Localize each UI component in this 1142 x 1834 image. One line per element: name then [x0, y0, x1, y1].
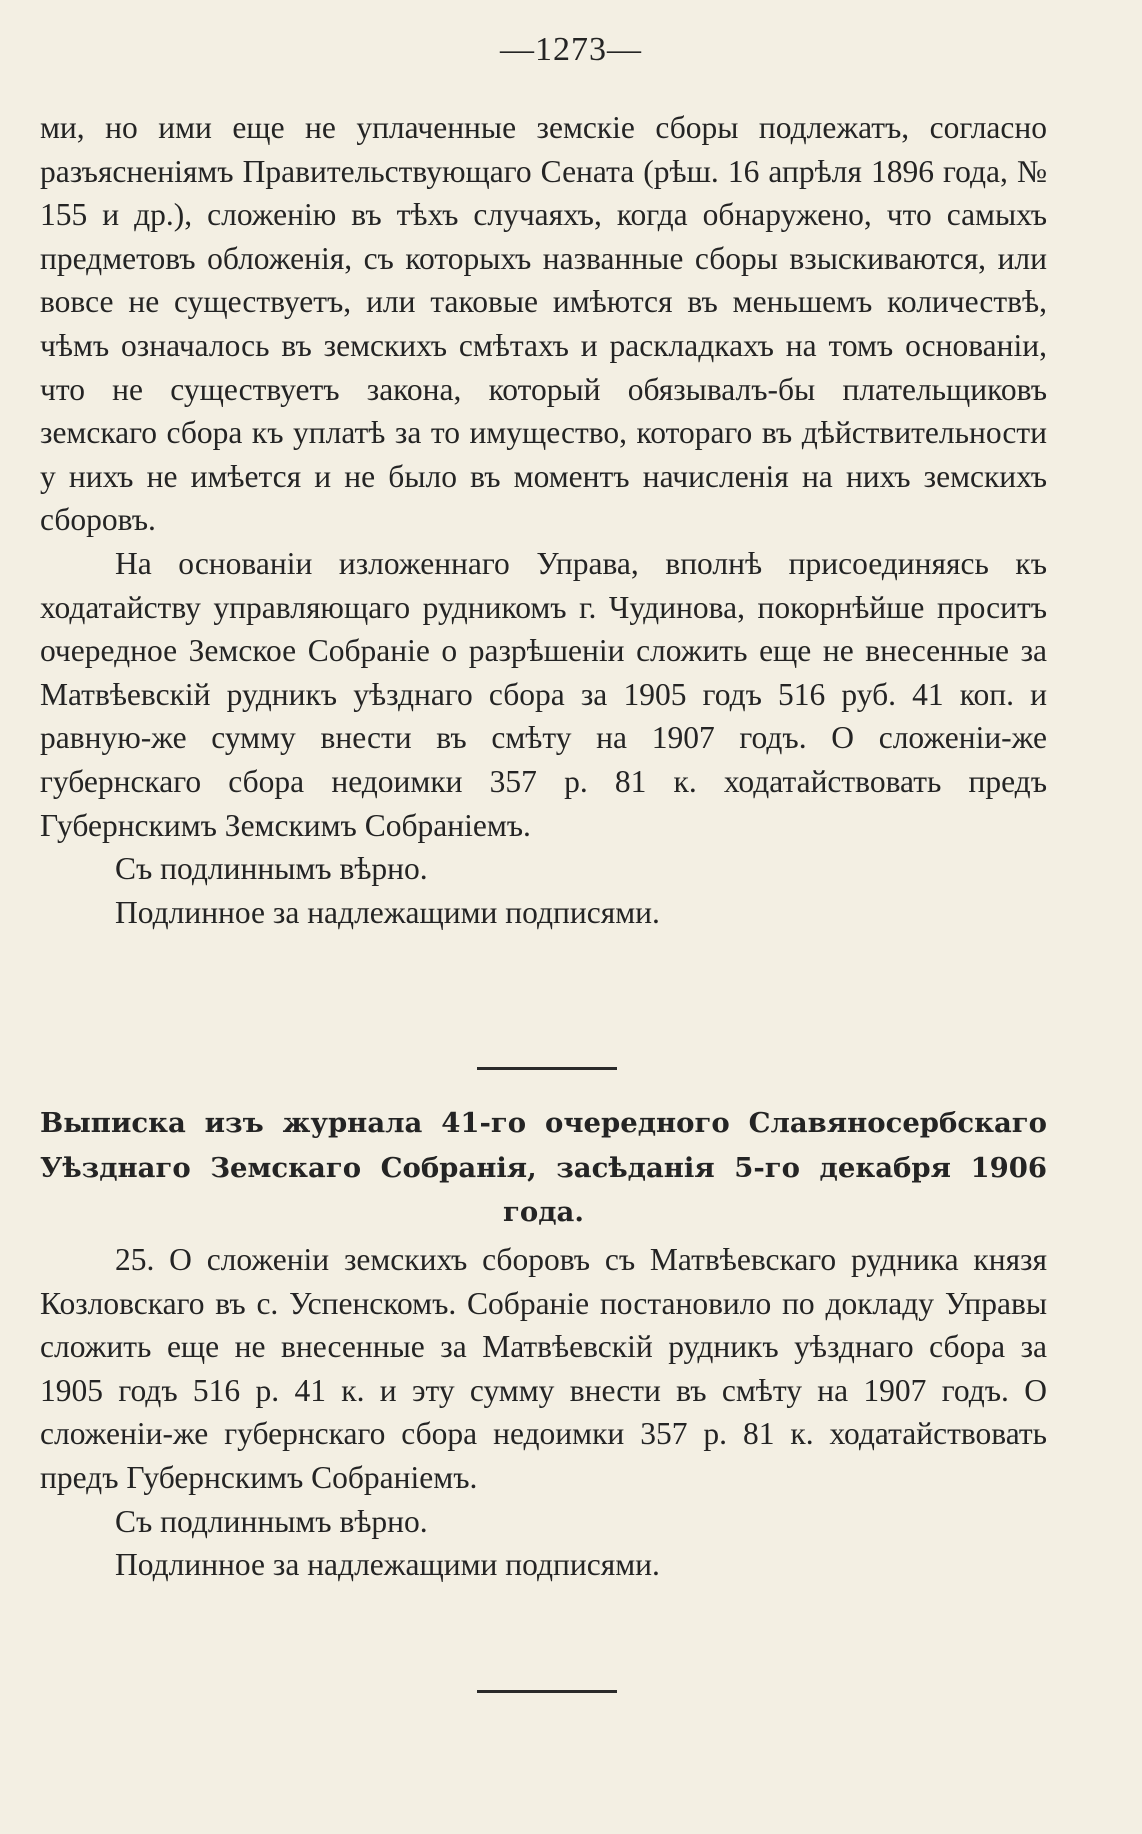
section-1	[40, 106, 1047, 934]
section-1-certified-line: Съ подлиннымъ вѣрно.	[115, 851, 428, 887]
section-1-paragraph-1: ми, но ими еще не уплаченные земскіе сборы подлежатъ, согласно разъясненіямъ Правительствующаго Сената (рѣш. 16 апрѣля 1896 года, № 155 и др.), сложенію въ тѣхъ случаяхъ, когда обнаружено, что самыхъ предметовъ обложенія, съ которыхъ названные сборы взыскиваются, или вовсе не существуетъ, или таковые имѣются въ меньшемъ количествѣ, чѣмъ означалось въ земскихъ смѣтахъ и раскладкахъ на томъ основаніи, что не существуетъ закона, который обязывалъ-бы плательщиковъ земскаго сбора къ уплатѣ за то имущество, котораго въ дѣйствительности у нихъ не имѣется и не было въ моментъ начисленія на нихъ земскихъ сборовъ.	[40, 110, 1047, 538]
section-2-original-line: Подлинное за надлежащими подписями.	[115, 1547, 660, 1583]
section-1-paragraph-2: На основаніи изложеннаго Управа, вполнѣ присоединяясь къ ходатайству управляющаго рудникомъ г. Чудинова, покорнѣйше проситъ очередное Земское Собраніе о разрѣшеніи сложить еще не внесенные за Матвѣевскій рудникъ уѣзднаго сбора за 1905 годъ 516 руб. 41 коп. и равную-же сумму внести въ смѣту на 1907 годъ. О сложеніи-же губернскаго сбора недоимки 357 р. 81 к. ходатайствовать предъ Губернскимъ Земскимъ Собраніемъ.	[40, 545, 1047, 843]
section-2-paragraph-1: 25. О сложеніи земскихъ сборовъ съ Матвѣевскаго рудника князя Козловскаго въ с. Успенскомъ. Собраніе постановило по докладу Управы сложить еще не внесенные за Матвѣевскій рудникъ уѣзднаго сбора за 1905 годъ 516 р. 41 к. и эту сумму внести въ смѣту на 1907 годъ. О сложеніи-же губернскаго сбора недоимки 357 р. 81 к. ходатайствовать предъ Губернскимъ Собраніемъ.	[40, 1242, 1047, 1495]
section-divider-1	[477, 1067, 617, 1070]
section-divider-2	[477, 1690, 617, 1693]
page-number: —1273—	[500, 31, 642, 68]
section-2-heading: Выписка изъ журнала 41-го очередного Славяносербскаго Уѣзднаго Земскаго Собранія, засѣданія 5-го декабря 1906 года.	[40, 1107, 1047, 1228]
section-1-original-line: Подлинное за надлежащими подписями.	[115, 894, 660, 930]
section-2	[40, 1238, 1047, 1587]
section-2-certified-line: Съ подлиннымъ вѣрно.	[115, 1503, 428, 1539]
